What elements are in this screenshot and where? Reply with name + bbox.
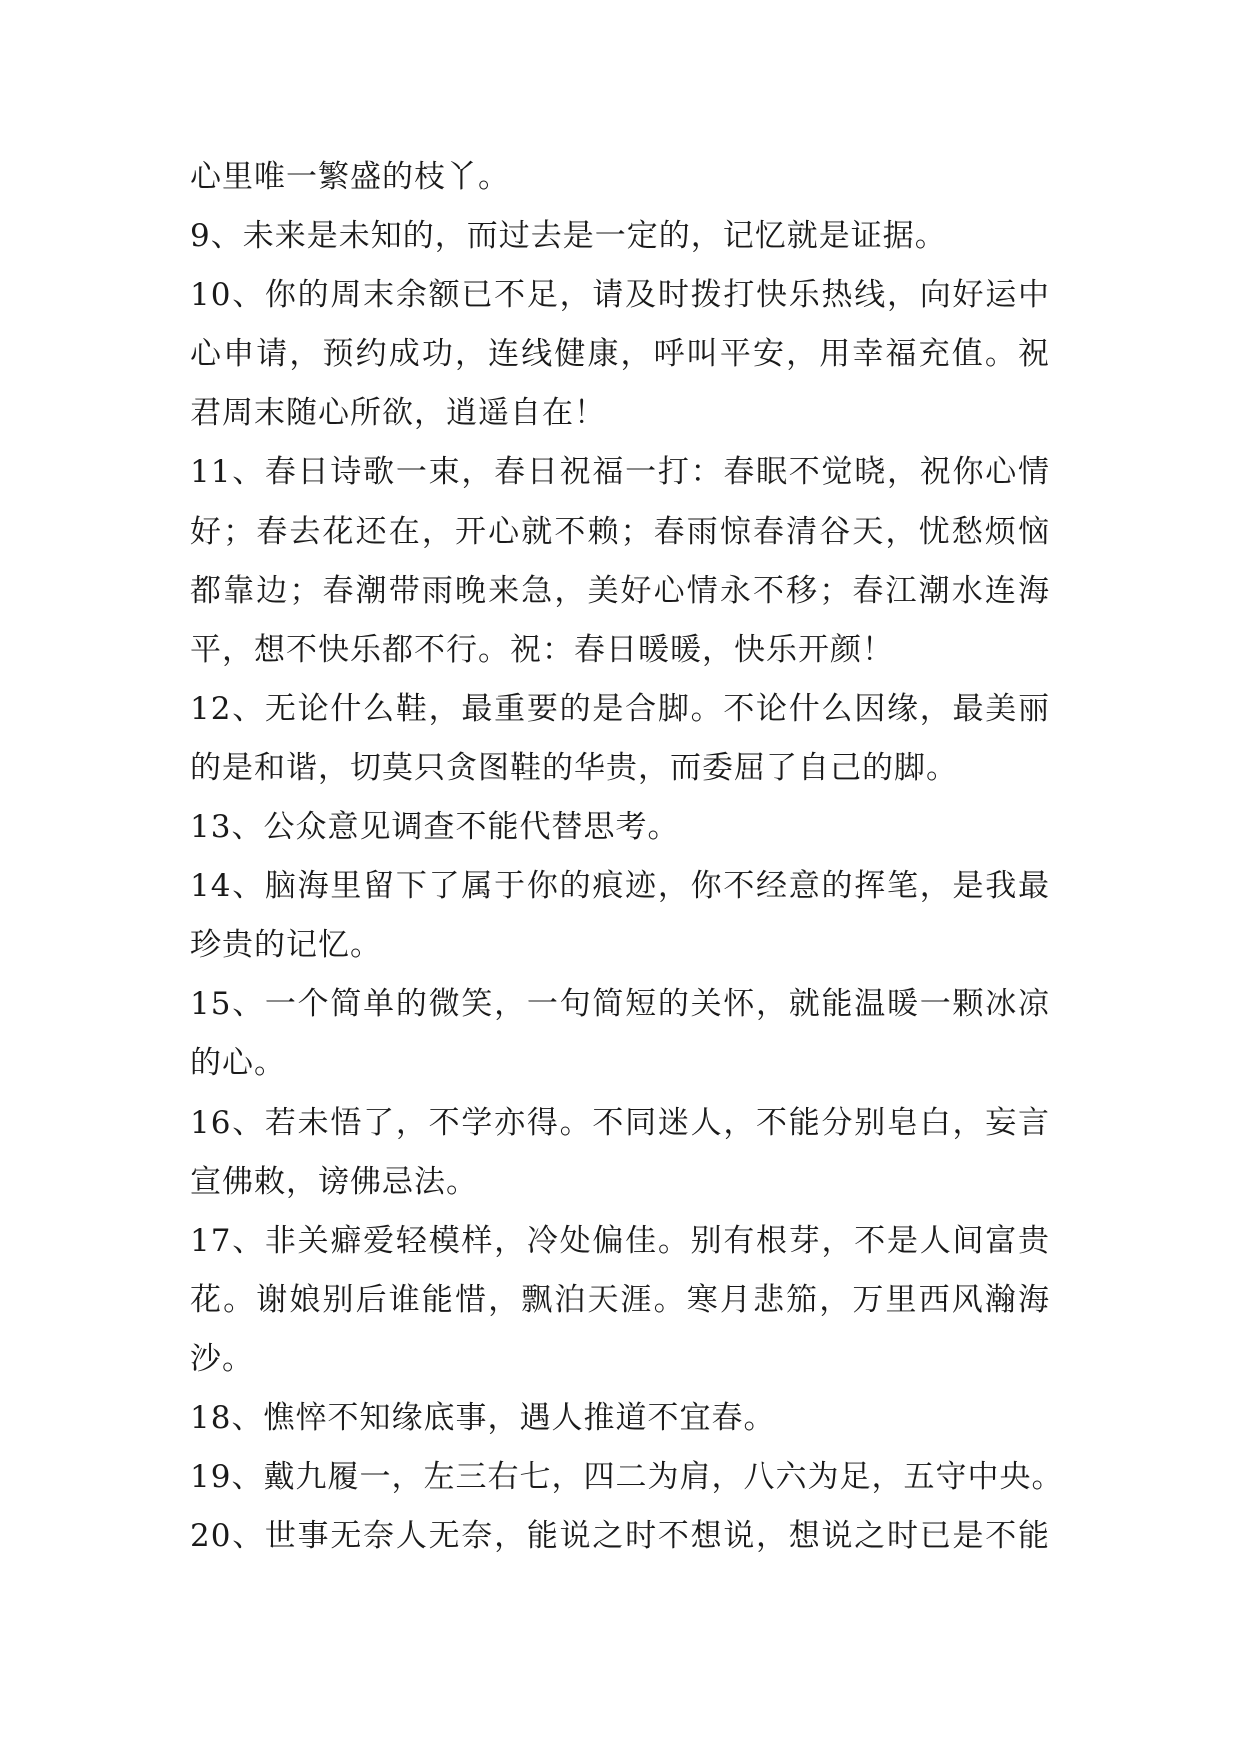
text-line: 15、一个简单的微笑，一句简短的关怀，就能温暖一颗冰凉 (190, 986, 1050, 1023)
text-line: 花。谢娘别后谁能惜，飘泊天涯。寒月悲笳，万里西风瀚海 (190, 1281, 1050, 1318)
text-line: 20、世事无奈人无奈，能说之时不想说，想说之时已是不能 (190, 1518, 1050, 1555)
document-page (190, 148, 1064, 1566)
text-line: 好；春去花还在，开心就不赖；春雨惊春清谷天，忧愁烦恼 (190, 513, 1050, 550)
text-line: 的心。 (190, 1045, 286, 1082)
text-line: 珍贵的记忆。 (190, 927, 382, 964)
text-line: 10、你的周末余额已不足，请及时拨打快乐热线，向好运中 (190, 277, 1050, 314)
text-line: 宣佛敕，谤佛忌法。 (190, 1163, 478, 1200)
text-line: 君周末随心所欲，逍遥自在！ (190, 395, 606, 432)
text-line: 18、憔悴不知缘底事，遇人推道不宜春。 (190, 1399, 776, 1436)
text-line: 12、无论什么鞋，最重要的是合脚。不论什么因缘，最美丽 (190, 690, 1050, 727)
text-line: 9、未来是未知的，而过去是一定的，记忆就是证据。 (190, 218, 947, 255)
text-line: 心里唯一繁盛的枝丫。 (190, 159, 510, 195)
text-line: 都靠边；春潮带雨晚来急，美好心情永不移；春江潮水连海 (190, 572, 1050, 609)
text-line: 沙。 (190, 1340, 254, 1377)
text-line: 的是和谐，切莫只贪图鞋的华贵，而委屈了自己的脚。 (190, 749, 958, 786)
text-line: 16、若未悟了，不学亦得。不同迷人，不能分别皂白，妄言 (190, 1104, 1050, 1141)
text-line: 17、非关癖爱轻模样，冷处偏佳。别有根芽，不是人间富贵 (190, 1222, 1050, 1259)
text-line: 11、春日诗歌一束，春日祝福一打：春眠不觉晓，祝你心情 (190, 454, 1050, 491)
text-line: 13、公众意见调查不能代替思考。 (190, 809, 680, 846)
text-line: 19、戴九履一，左三右七，四二为肩，八六为足，五守中央。 (190, 1459, 1064, 1496)
text-line: 14、脑海里留下了属于你的痕迹，你不经意的挥笔，是我最 (190, 868, 1050, 905)
text-line: 心申请，预约成功，连线健康，呼叫平安，用幸福充值。祝 (190, 336, 1050, 373)
text-line: 平，想不快乐都不行。祝：春日暖暖，快乐开颜！ (190, 631, 894, 668)
